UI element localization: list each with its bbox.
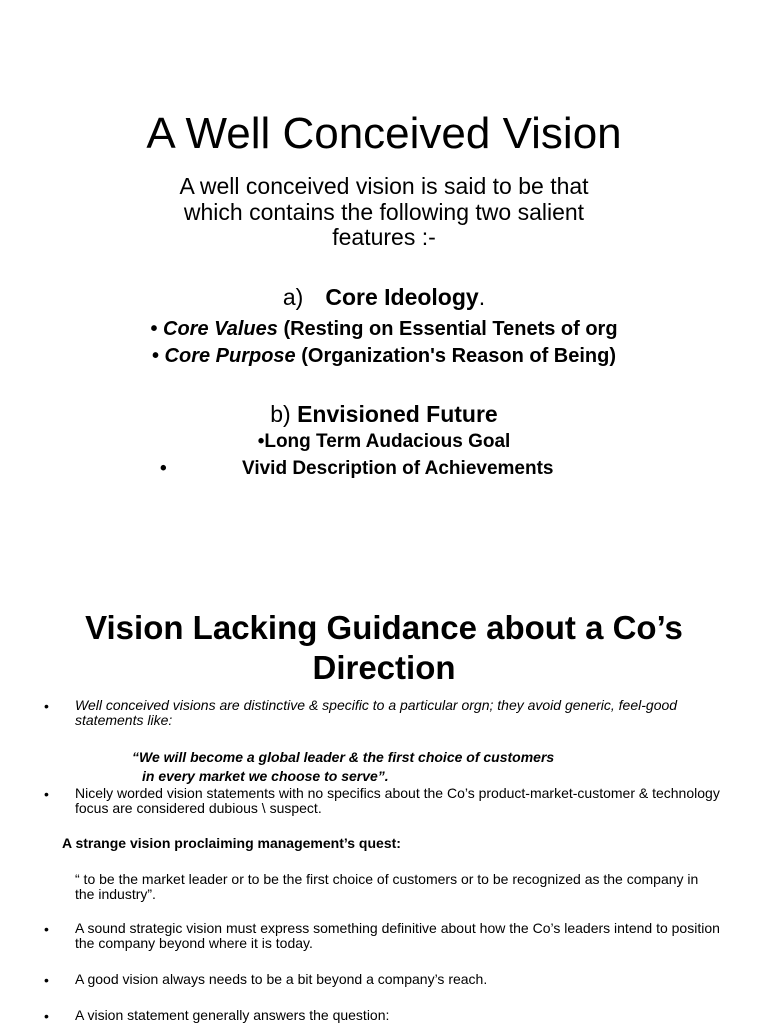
- core-ideology-heading: Core Ideology: [325, 284, 479, 310]
- section-b-label: b): [270, 401, 291, 427]
- audacious-goal-item: •Long Term Audacious Goal: [257, 431, 511, 452]
- paragraph-sound-vision: A sound strategic vision must express something definitive about how the Co’s leaders intend to position the company beyond where it is today.: [75, 920, 720, 951]
- strange-vision-quote: “ to be the market leader or to be the first choice of customers or to be recognized as the company in the industry”.: [75, 871, 699, 902]
- core-values-desc: (Resting on Essential Tenets of org: [277, 318, 618, 340]
- slide2-title: [0, 608, 768, 688]
- intro-line-3: features :-: [332, 224, 436, 250]
- slide2-title-line-1: Vision Lacking Guidance about a Co’s: [85, 609, 683, 646]
- paragraph-question: A vision statement generally answers the question:: [75, 1007, 390, 1023]
- core-purpose-term: Core Purpose: [164, 345, 296, 367]
- paragraph-distinctive: Well conceived visions are distinctive & specific to a particular orgn; they avoid generic, feel-good statements like:: [75, 697, 678, 728]
- bullet-icon: •: [44, 1008, 49, 1024]
- intro-line-2: which contains the following two salient: [183, 199, 585, 225]
- strange-vision-heading: A strange vision proclaiming management’s quest:: [62, 835, 401, 851]
- quote-line-1: “We will become a global leader & the first choice of customers: [132, 749, 555, 765]
- generic-vision-quote: [132, 748, 554, 786]
- core-purpose-desc: (Organization's Reason of Being): [295, 345, 617, 367]
- core-purpose-item: [0, 343, 768, 369]
- slide2-title-line-2: Direction: [312, 649, 456, 686]
- bullet-icon: •: [44, 921, 49, 937]
- bullet-icon: •: [151, 345, 159, 367]
- bullet-icon: •: [160, 458, 167, 479]
- core-values-item: [0, 316, 768, 342]
- quote-line-2: in every market we choose to serve”.: [142, 768, 389, 784]
- section-a-label: a): [282, 284, 304, 310]
- core-values-term: Core Values: [163, 318, 278, 340]
- section-b-heading: [0, 400, 768, 428]
- paragraph-beyond-reach: A good vision always needs to be a bit beyond a company’s reach.: [75, 971, 488, 987]
- bullet-icon: •: [44, 786, 49, 802]
- section-a-heading: [0, 283, 768, 311]
- slide1-title: A Well Conceived Vision: [146, 109, 622, 158]
- intro-line-1: A well conceived vision is said to be that: [179, 173, 589, 199]
- vivid-description-text: Vivid Description of Achievements: [242, 458, 554, 479]
- section-a-suffix: .: [478, 284, 486, 310]
- envisioned-future-heading: Envisioned Future: [297, 401, 498, 427]
- bullet-icon: •: [44, 972, 49, 988]
- bullet-icon: •: [44, 698, 49, 714]
- bullet-icon: •: [150, 318, 158, 340]
- paragraph-dubious: Nicely worded vision statements with no specifics about the Co’s product-market-customer & technology focus are considered dubious \ suspect.: [75, 785, 720, 816]
